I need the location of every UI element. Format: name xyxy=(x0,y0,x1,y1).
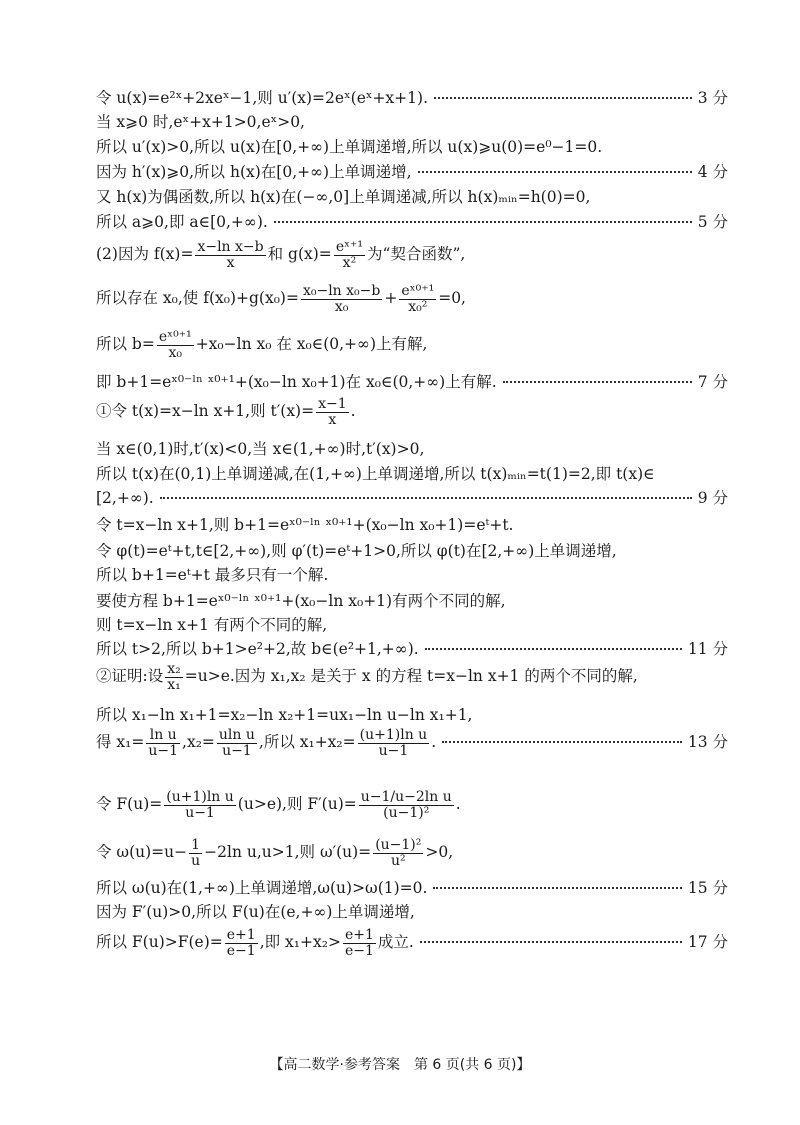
score-mark: 7 分 xyxy=(697,373,728,391)
solution-line: 则 t=x−ln x+1 有两个不同的解, xyxy=(96,616,328,634)
solution-line: 要使方程 b+1=eˣ⁰⁻ˡⁿ ˣ⁰⁺¹+(x₀−ln x₀+1)有两个不同的解, xyxy=(96,592,506,610)
fraction: $\frac{\text{u−1/u−2ln u}}{\text{(u−1)²}}$ xyxy=(360,788,452,821)
score-mark: 17 分 xyxy=(687,933,728,951)
solution-line: 得 x₁= $\frac{\text{ln u}}{u-1}$ ,x₂= $\frac{\text{uln u}}{u-1}$ ,所以 x₁+x₂= $\frac{\text{(u+1)ln u}}{u-1}$ . 13 分 xyxy=(96,724,728,760)
fraction: $\frac{\text{x−ln x−b}}{x}$ xyxy=(197,238,264,271)
fraction: $\frac{\text{(u+1)ln u}}{u-1}$ xyxy=(166,788,234,821)
leader-dots xyxy=(418,171,692,173)
solution-line: 所以 a⩾0,即 a∈[0,+∞). 5 分 xyxy=(96,210,728,232)
score-mark: 4 分 xyxy=(697,163,728,181)
score-mark: 9 分 xyxy=(697,489,728,507)
solution-line: ②证明:设 $\frac{\text{x₂}}{\text{x₁}}$ =u>e.因为 x₁,x₂ 是关于 x 的方程 t=x−ln x+1 的两个不同的解, xyxy=(96,660,638,693)
solution-line: 令 ω(u)=u− $\frac{1}{u}$ −2ln u,u>1,则 ω′(u)= $\frac{\text{(u−1)²}}{\text{u²}}$ >0, xyxy=(96,836,454,869)
fraction: $\frac{\text{x₂}}{\text{x₁}}$ xyxy=(167,660,181,693)
solution-line: 所以 ω(u)在(1,+∞)上单调递增,ω(u)>ω(1)=0. 15 分 xyxy=(96,876,728,898)
solution-line: 所以 F(u)>F(e)= $\frac{e+1}{e-1}$ ,即 x₁+x₂> $\frac{e+1}{e-1}$ 成立. 17 分 xyxy=(96,924,728,960)
solution-line: [2,+∞). 9 分 xyxy=(96,486,728,508)
fraction: $\frac{\text{eˣ⁺¹}}{\text{x²}}$ xyxy=(335,238,364,271)
leader-dots xyxy=(442,741,682,743)
fraction: $\frac{1}{u}$ xyxy=(191,836,201,869)
solution-line: 所以 u′(x)>0,所以 u(x)在[0,+∞)上单调递增,所以 u(x)⩾u(0)=e⁰−1=0. xyxy=(96,138,603,156)
solution-line: ①令 t(x)=x−ln x+1,则 t′(x)= $\frac{x-1}{x}$ . xyxy=(96,395,356,428)
solution-line: 又 h(x)为偶函数,所以 h(x)在(−∞,0]上单调递减,所以 h(x)ₘᵢₙ=h(0)=0, xyxy=(96,188,591,206)
solution-line: 令 t=x−ln x+1,则 b+1=eˣ⁰⁻ˡⁿ ˣ⁰⁺¹+(x₀−ln x₀+1)=eᵗ+t. xyxy=(96,516,514,534)
fraction: $\frac{\text{ln u}}{u-1}$ xyxy=(148,726,179,759)
solution-line: 所以 b= $\frac{\text{eˣ⁰⁺¹}}{\text{x₀}}$ +x₀−ln x₀ 在 x₀∈(0,+∞)上有解, xyxy=(96,328,428,361)
fraction: $\frac{\text{eˣ⁰⁺¹}}{\text{x₀}}$ xyxy=(158,328,192,361)
leader-dots xyxy=(425,648,682,650)
solution-line: 令 F(u)= $\frac{\text{(u+1)ln u}}{u-1}$ (u>e),则 F′(u)= $\frac{\text{u−1/u−2ln u}}{\text{(u−1)²}}$ . xyxy=(96,788,461,821)
solution-line: 所以 x₁−ln x₁+1=x₂−ln x₂+1=ux₁−ln u−ln x₁+1, xyxy=(96,706,473,724)
fraction: $\frac{\text{(u−1)²}}{\text{u²}}$ xyxy=(375,836,422,869)
solution-line: 当 x⩾0 时,eˣ+x+1>0,eˣ>0, xyxy=(96,113,305,131)
score-mark: 5 分 xyxy=(697,213,728,231)
fraction: $\frac{\text{(u+1)ln u}}{u-1}$ xyxy=(359,726,428,759)
solution-line: 令 u(x)=e²ˣ+2xeˣ−1,则 u′(x)=2eˣ(eˣ+x+1). 3 分 xyxy=(96,86,728,108)
score-mark: 11 分 xyxy=(687,640,728,658)
solution-line: 所以 b+1=eᵗ+t 最多只有一个解. xyxy=(96,566,329,584)
score-mark: 3 分 xyxy=(697,89,728,107)
fraction: $\frac{e+1}{e-1}$ xyxy=(344,926,374,959)
score-mark: 13 分 xyxy=(687,733,728,751)
fraction: $\frac{\text{uln u}}{u-1}$ xyxy=(218,726,255,759)
solution-line: 即 b+1=eˣ⁰⁻ˡⁿ ˣ⁰⁺¹+(x₀−ln x₀+1)在 x₀∈(0,+∞)上有解. 7 分 xyxy=(96,370,728,392)
solution-line: 所以 t>2,所以 b+1>e²+2,故 b∈(e²+1,+∞). 11 分 xyxy=(96,637,728,659)
leader-dots xyxy=(433,887,681,889)
solution-line: 当 x∈(0,1)时,t′(x)<0,当 x∈(1,+∞)时,t′(x)>0, xyxy=(96,440,425,458)
solution-line: 因为 F′(u)>0,所以 F(u)在(e,+∞)上单调递增, xyxy=(96,903,415,921)
fraction: $\frac{\text{x₀−ln x₀−b}}{\text{x₀}}$ xyxy=(302,282,381,315)
fraction: $\frac{x-1}{x}$ xyxy=(318,395,347,428)
solution-line: 令 φ(t)=eᵗ+t,t∈[2,+∞),则 φ′(t)=eᵗ+1>0,所以 φ(t)在[2,+∞)上单调递增, xyxy=(96,542,617,560)
leader-dots xyxy=(503,381,692,383)
leader-dots xyxy=(160,497,692,499)
solution-line: 因为 h′(x)⩾0,所以 h(x)在[0,+∞)上单调递增, 4 分 xyxy=(96,160,728,182)
leader-dots xyxy=(434,97,692,99)
leader-dots xyxy=(420,941,682,943)
solution-line: (2)因为 f(x)= $\frac{\text{x−ln x−b}}{x}$ 和 g(x)= $\frac{\text{eˣ⁺¹}}{\text{x²}}$ 为“契合函数”, xyxy=(96,238,466,271)
leader-dots xyxy=(274,221,692,223)
page-footer: 【高二数学·参考答案 第 6 页(共 6 页)】 xyxy=(269,1057,531,1073)
fraction: $\frac{e+1}{e-1}$ xyxy=(226,926,256,959)
solution-line: 所以 t(x)在(0,1)上单调递减,在(1,+∞)上单调递增,所以 t(x)ₘᵢₙ=t(1)=2,即 t(x)∈ xyxy=(96,465,655,483)
solution-line: 所以存在 x₀,使 f(x₀)+g(x₀)= $\frac{\text{x₀−ln x₀−b}}{\text{x₀}}$ + $\frac{\text{eˣ⁰⁺¹}}{\text{x₀²}}$ =0, xyxy=(96,282,466,315)
score-mark: 15 分 xyxy=(687,879,728,897)
fraction: $\frac{\text{eˣ⁰⁺¹}}{\text{x₀²}}$ xyxy=(401,282,435,315)
